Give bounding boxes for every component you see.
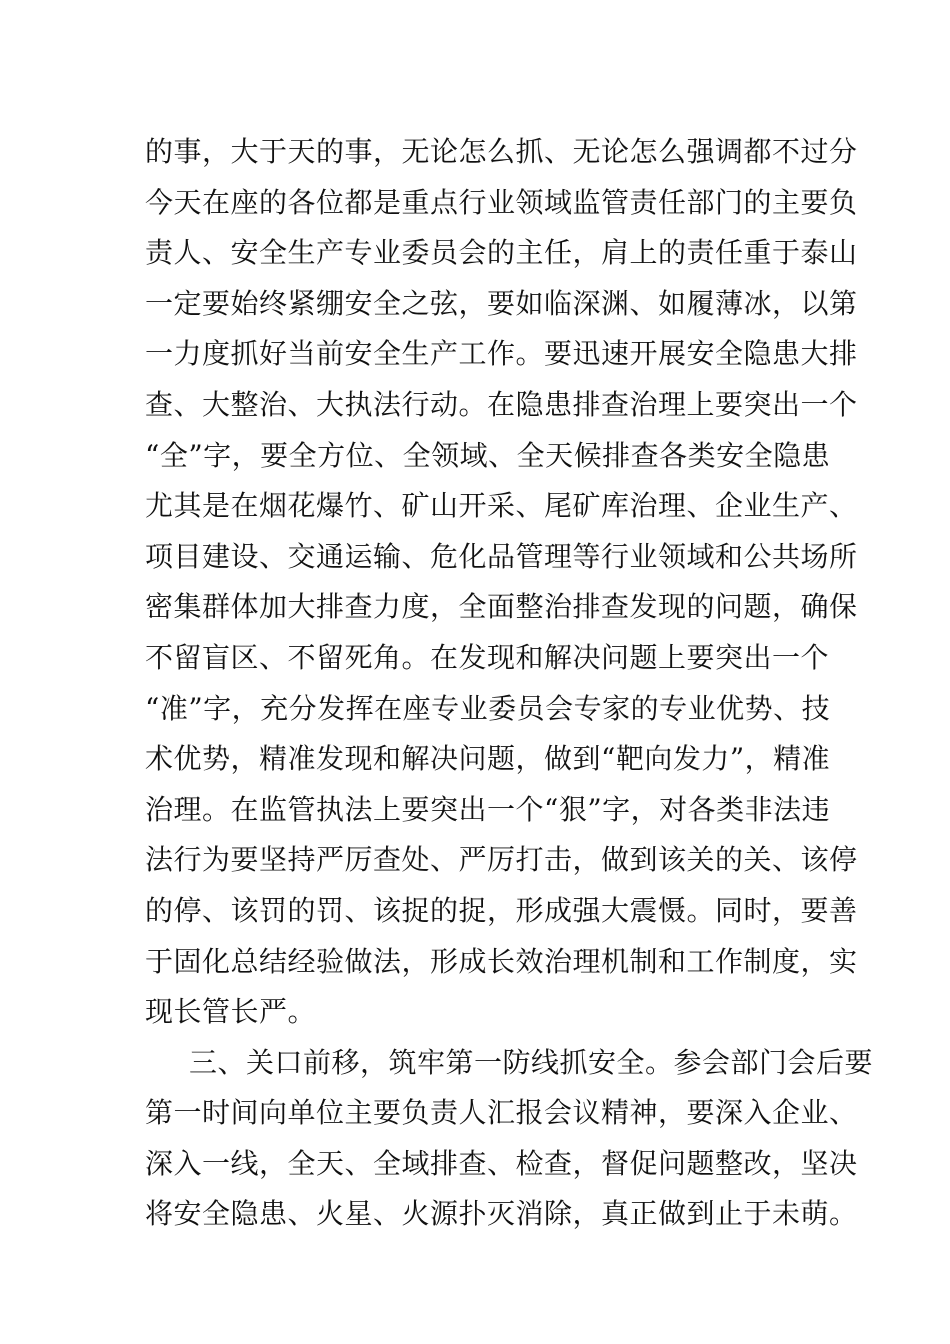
text-line: 的事，大于天的事，无论怎么抓、无论怎么强调都不过分 xyxy=(145,135,858,168)
text-line: “全”字，要全方位、全领域、全天候排查各类安全隐患 xyxy=(145,438,831,472)
text-line: 尤其是在烟花爆竹、矿山开采、尾矿库治理、企业生产、 xyxy=(145,489,858,523)
text-line: 将安全隐患、火星、火源扑灭消除，真正做到止于未萌。 xyxy=(145,1197,858,1231)
text-line: 第一时间向单位主要负责人汇报会议精神，要深入企业、 xyxy=(145,1096,858,1130)
section-heading-line: 三、关口前移，筑牢第一防线抓安全。参会部门会后要 xyxy=(189,1045,874,1079)
body-text xyxy=(145,127,874,1240)
text-line: 今天在座的各位都是重点行业领域监管责任部门的主要负 xyxy=(145,185,858,219)
text-line: 一定要始终紧绷安全之弦，要如临深渊、如履薄冰，以第 xyxy=(145,286,858,320)
text-line: 深入一线，全天、全域排查、检查，督促问题整改，坚决 xyxy=(145,1146,858,1180)
text-line: 治理。在监管执法上要突出一个“狠”字，对各类非法违 xyxy=(145,792,831,826)
text-line: 责人、安全生产专业委员会的主任，肩上的责任重于泰山 xyxy=(145,236,858,270)
text-line: 查、大整治、大执法行动。在隐患排查治理上要突出一个 xyxy=(145,387,858,421)
text-line: 的停、该罚的罚、该捉的捉，形成强大震慑。同时，要善 xyxy=(145,893,858,927)
text-line: 法行为要坚持严厉查处、严厉打击，做到该关的关、该停 xyxy=(145,843,858,877)
text-line: “准”字，充分发挥在座专业委员会专家的专业优势、技 xyxy=(145,691,831,725)
text-line: 项目建设、交通运输、危化品管理等行业领域和公共场所 xyxy=(145,539,858,573)
text-line: 一力度抓好当前安全生产工作。要迅速开展安全隐患大排 xyxy=(145,337,858,371)
text-line: 术优势，精准发现和解决问题，做到“靶向发力”，精准 xyxy=(145,742,831,776)
text-line: 不留盲区、不留死角。在发现和解决问题上要突出一个 xyxy=(145,640,830,674)
text-line: 密集群体加大排查力度，全面整治排查发现的问题，确保 xyxy=(145,590,858,624)
text-line: 现长管长严。 xyxy=(145,995,317,1029)
text-line: 于固化总结经验做法，形成长效治理机制和工作制度，实 xyxy=(145,944,858,978)
